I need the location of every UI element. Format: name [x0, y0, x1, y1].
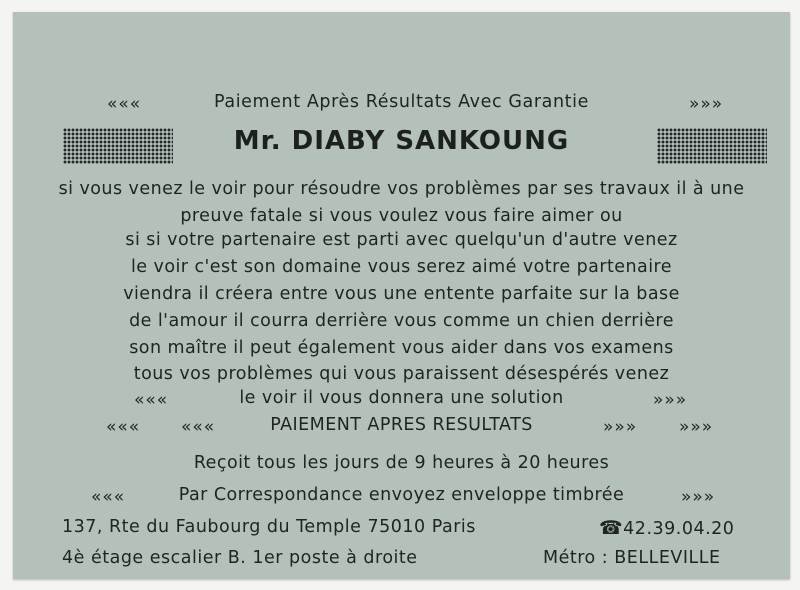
floor-directions: 4è étage escalier B. 1er poste à droite — [62, 548, 418, 568]
payment-quote-inner-open: ««« — [181, 417, 216, 437]
opening-hours: Reçoit tous les jours de 9 heures à 20 heures — [193, 453, 610, 473]
payment-quote-outer-close: »»» — [679, 417, 714, 437]
body-line-5: de l'amour il courra derrière vous comme un chien derrière — [129, 311, 674, 331]
payment-quote-inner-close: »»» — [603, 417, 638, 437]
body-line-2: si si votre partenaire est parti avec quelqu'un d'autre venez — [125, 230, 678, 250]
body-line-3: le voir c'est son domaine vous serez aimé votre partenaire — [130, 257, 673, 277]
slogan: Paiement Après Résultats Avec Garantie — [214, 92, 589, 112]
closing-line: le voir il vous donnera une solution — [239, 388, 564, 408]
practitioner-name: Mr. DIABY SANKOUNG — [233, 126, 570, 156]
body-line-7: tous vos problèmes qui vous paraissent désespérés venez — [133, 364, 670, 384]
closing-quote-open: ««« — [134, 390, 169, 410]
quote-close-mark: »»» — [689, 94, 724, 114]
dotted-pattern-right — [657, 128, 767, 164]
correspondence-quote-open: ««« — [91, 487, 126, 507]
phone-number: 42.39.04.20 — [623, 519, 735, 539]
quote-open-mark: ««« — [107, 94, 142, 114]
closing-quote-close: »»» — [653, 390, 688, 410]
correspondence-notice: Par Correspondance envoyez enveloppe timbrée — [178, 485, 625, 505]
payment-notice: PAIEMENT APRES RESULTATS — [270, 415, 533, 435]
street-address: 137, Rte du Faubourg du Temple 75010 Paris — [62, 517, 476, 537]
payment-quote-outer-open: ««« — [106, 417, 141, 437]
body-line-4: viendra il créera entre vous une entente parfaite sur la base — [123, 284, 680, 304]
body-line-1: si vous venez le voir pour résoudre vos problèmes par ses travaux il à une preuve fatale si vous voulez vous faire aimer ou — [58, 179, 745, 226]
body-line-6: son maître il peut également vous aider dans vos examens — [129, 338, 674, 358]
telephone-icon: ☎ — [599, 517, 624, 539]
correspondence-quote-close: »»» — [681, 487, 716, 507]
metro-station: Métro : BELLEVILLE — [543, 548, 721, 568]
phone-block — [599, 517, 734, 539]
business-card — [13, 12, 790, 579]
